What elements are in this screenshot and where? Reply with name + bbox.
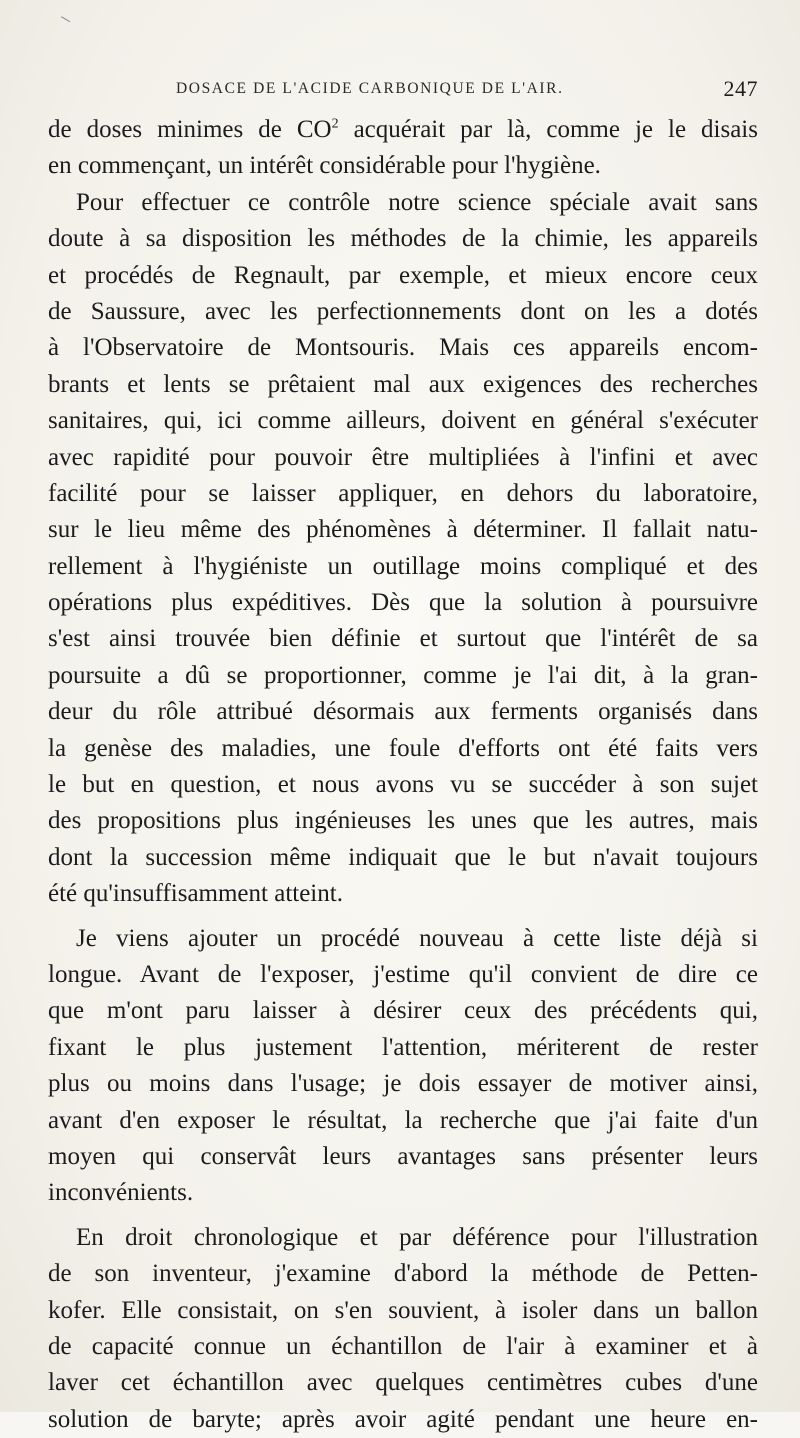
text-line: le but en question, et nous avons vu se succéder à son sujet	[48, 771, 758, 799]
text-line: plus ou moins dans l'usage; je dois essayer de motiver ainsi,	[48, 1070, 758, 1098]
text-line: sur le lieu même des phénomènes à déterminer. Il fallait natu-	[48, 516, 758, 544]
text-line: été qu'insuffisamment atteint.	[48, 880, 343, 908]
text-line: doute à sa disposition les méthodes de la chimie, les appareils	[48, 225, 758, 253]
text-line: opérations plus expéditives. Dès que la solution à poursuivre	[48, 589, 758, 617]
text-line: kofer. Elle consistait, on s'en souvient, à isoler dans un ballon	[48, 1296, 758, 1324]
text-line: brants et lents se prêtaient mal aux exigences des recherches	[48, 370, 758, 398]
text-line: laver cet échantillon avec quelques centimètres cubes d'une	[48, 1369, 758, 1397]
text-line: dont la succession même indiquait que le but n'avait toujours	[48, 843, 758, 871]
text-line: fixant le plus justement l'attention, mériterent de rester	[48, 1033, 758, 1061]
text-line: solution de baryte; après avoir agité pendant une heure en-	[48, 1405, 758, 1433]
text-line: avec rapidité pour pouvoir être multipliées à l'infini et avec	[48, 443, 758, 471]
text-line: de capacité connue un échantillon de l'air à examiner et à	[48, 1332, 758, 1360]
text-line: longue. Avant de l'exposer, j'estime qu'il convient de dire ce	[48, 960, 758, 988]
text-line: que m'ont paru laisser à désirer ceux des précédents qui,	[48, 997, 758, 1025]
page-corner-mark	[56, 16, 70, 31]
text-line: deur du rôle attribué désormais aux ferments organisés dans	[48, 698, 758, 726]
text-line: des propositions plus ingénieuses les unes que les autres, mais	[48, 807, 758, 835]
running-title: DOSACE DE L'ACIDE CARBONIQUE DE L'AIR.	[176, 80, 564, 97]
text-line: s'est ainsi trouvée bien définie et surtout que l'intérêt de sa	[48, 625, 758, 653]
text-line: et procédés de Regnault, par exemple, et mieux encore ceux	[48, 261, 758, 289]
text-line: de doses minimes de $CO^2$ acquérait par là, comme je le disais	[48, 116, 758, 143]
text-line: En droit chronologique et par déférence pour l'illustration	[76, 1223, 758, 1251]
paragraph-gap	[48, 1212, 758, 1220]
text-line: poursuite a dû se proportionner, comme je l'ai dit, à la gran-	[48, 661, 758, 689]
page-header	[48, 76, 758, 104]
text-line: moyen qui conservât leurs avantages sans présenter leurs	[48, 1142, 758, 1170]
text-line: sanitaires, qui, ici comme ailleurs, doivent en général s'exécuter	[48, 407, 758, 435]
text-line: de Saussure, avec les perfectionnements dont on les a dotés	[48, 297, 758, 325]
text-line: de son inventeur, j'examine d'abord la méthode de Petten-	[48, 1260, 758, 1288]
text-line: la genèse des maladies, une foule d'efforts ont été faits vers	[48, 734, 758, 762]
body-text	[48, 112, 758, 1438]
text-line: en commençant, un intérêt considérable pour l'hygiène.	[48, 152, 601, 180]
paragraph-gap	[48, 913, 758, 921]
page-number: 247	[723, 76, 758, 101]
superscript: 2	[331, 116, 339, 132]
text-line: à l'Observatoire de Montsouris. Mais ces appareils encom-	[48, 334, 758, 362]
text-line: facilité pour se laisser appliquer, en dehors du laboratoire,	[48, 479, 758, 507]
text-line: avant d'en exposer le résultat, la recherche que j'ai faite d'un	[48, 1106, 758, 1134]
text-line: Pour effectuer ce contrôle notre science spéciale avait sans	[76, 188, 758, 216]
text-line: rellement à l'hygiéniste un outillage moins compliqué et des	[48, 552, 758, 580]
text-line: inconvénients.	[48, 1179, 194, 1207]
text-line: Je viens ajouter un procédé nouveau à cette liste déjà si	[76, 924, 758, 952]
